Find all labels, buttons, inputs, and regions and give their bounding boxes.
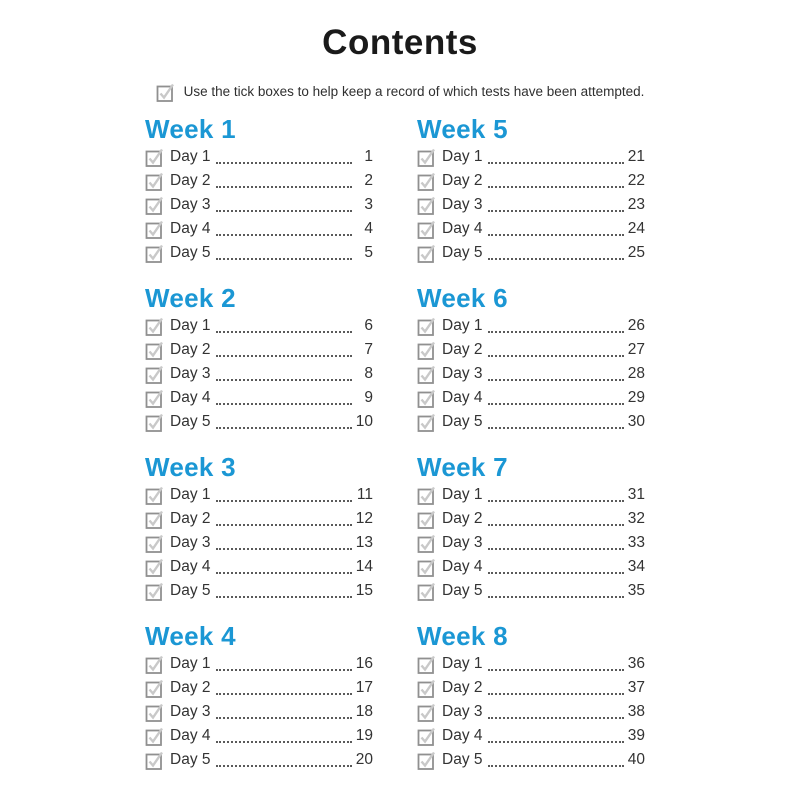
day-label: Day 2	[170, 678, 211, 696]
day-label: Day 1	[170, 316, 211, 334]
dot-leader	[488, 210, 625, 212]
dot-leader	[488, 717, 625, 719]
page-title: Contents	[322, 23, 478, 62]
page-number: 20	[355, 750, 373, 768]
dot-leader	[488, 427, 625, 429]
dot-leader	[216, 186, 353, 188]
dot-leader	[488, 524, 625, 526]
day-label: Day 5	[442, 243, 483, 261]
page-number: 4	[364, 219, 373, 237]
ticked-checkbox-icon[interactable]	[417, 703, 437, 723]
page-number: 28	[627, 364, 645, 382]
day-label: Day 3	[170, 364, 211, 382]
day-row	[145, 386, 373, 410]
ticked-checkbox-icon[interactable]	[145, 413, 165, 433]
page-number: 27	[627, 340, 645, 358]
week-section	[145, 622, 373, 772]
ticked-checkbox-icon[interactable]	[417, 365, 437, 385]
dot-leader	[216, 717, 353, 719]
day-label: Day 4	[442, 726, 483, 744]
page-number: 35	[627, 581, 645, 599]
day-row	[145, 338, 373, 362]
day-label: Day 2	[442, 678, 483, 696]
page-number: 12	[355, 509, 373, 527]
dot-leader	[488, 548, 625, 550]
page-number: 21	[627, 147, 645, 165]
day-label: Day 1	[442, 316, 483, 334]
day-row	[145, 676, 373, 700]
page-number: 30	[627, 412, 645, 430]
day-label: Day 2	[442, 509, 483, 527]
ticked-checkbox-icon[interactable]	[417, 510, 437, 530]
week-title: Week 5	[417, 113, 508, 144]
dot-leader	[216, 234, 353, 236]
ticked-checkbox-icon[interactable]	[417, 679, 437, 699]
day-row	[145, 362, 373, 386]
week-title: Week 4	[145, 620, 236, 651]
day-label: Day 4	[170, 219, 211, 237]
day-row	[145, 410, 373, 434]
page-number: 6	[364, 316, 373, 334]
page-number: 38	[627, 702, 645, 720]
day-row	[417, 507, 645, 531]
ticked-checkbox-icon[interactable]	[145, 244, 165, 264]
page-number: 24	[627, 219, 645, 237]
dot-leader	[216, 379, 353, 381]
day-row	[145, 748, 373, 772]
day-label: Day 1	[170, 654, 211, 672]
page-number: 3	[364, 195, 373, 213]
ticked-checkbox-icon[interactable]	[145, 727, 165, 747]
dot-leader	[216, 572, 353, 574]
day-label: Day 4	[170, 557, 211, 575]
day-row	[417, 555, 645, 579]
ticked-checkbox-icon[interactable]	[145, 510, 165, 530]
page-number: 1	[364, 147, 373, 165]
page-number: 23	[627, 195, 645, 213]
page-number: 7	[364, 340, 373, 358]
ticked-checkbox-icon[interactable]	[417, 317, 437, 337]
day-label: Day 2	[170, 171, 211, 189]
day-row	[145, 241, 373, 265]
day-row	[417, 193, 645, 217]
day-label: Day 3	[442, 364, 483, 382]
day-row	[145, 724, 373, 748]
day-row	[417, 169, 645, 193]
ticked-checkbox-icon[interactable]	[145, 751, 165, 771]
day-label: Day 4	[442, 219, 483, 237]
day-row	[417, 410, 645, 434]
dot-leader	[488, 572, 625, 574]
day-label: Day 3	[170, 195, 211, 213]
ticked-checkbox-icon[interactable]	[145, 389, 165, 409]
page-number: 18	[355, 702, 373, 720]
weeks-grid	[145, 115, 655, 772]
week-title: Week 1	[145, 113, 236, 144]
dot-leader	[216, 258, 353, 260]
page-number: 11	[356, 485, 373, 503]
ticked-checkbox-icon[interactable]	[417, 534, 437, 554]
dot-leader	[488, 258, 625, 260]
day-row	[417, 676, 645, 700]
day-row	[145, 700, 373, 724]
ticked-checkbox-icon[interactable]	[417, 389, 437, 409]
page-number: 10	[355, 412, 373, 430]
day-label: Day 2	[170, 509, 211, 527]
day-label: Day 3	[170, 702, 211, 720]
dot-leader	[488, 403, 625, 405]
day-label: Day 4	[442, 557, 483, 575]
ticked-checkbox-icon[interactable]	[145, 703, 165, 723]
day-row	[417, 724, 645, 748]
day-row	[417, 145, 645, 169]
dot-leader	[488, 355, 625, 357]
day-label: Day 5	[442, 750, 483, 768]
week-title: Week 6	[417, 282, 508, 313]
day-row	[417, 748, 645, 772]
dot-leader	[488, 500, 625, 502]
day-row	[417, 531, 645, 555]
ticked-checkbox-icon[interactable]	[417, 655, 437, 675]
page-number: 29	[627, 388, 645, 406]
ticked-checkbox-icon[interactable]	[145, 172, 165, 192]
dot-leader	[488, 693, 625, 695]
day-label: Day 5	[170, 581, 211, 599]
dot-leader	[216, 596, 353, 598]
day-row	[417, 579, 645, 603]
day-label: Day 3	[442, 195, 483, 213]
dot-leader	[216, 524, 353, 526]
page-number: 14	[355, 557, 373, 575]
ticked-checkbox-icon[interactable]	[417, 751, 437, 771]
week-title: Week 7	[417, 451, 508, 482]
day-row	[145, 217, 373, 241]
ticked-checkbox-icon[interactable]	[145, 558, 165, 578]
dot-leader	[216, 162, 353, 164]
ticked-checkbox-icon[interactable]	[145, 486, 165, 506]
dot-leader	[488, 379, 625, 381]
page-number: 40	[627, 750, 645, 768]
day-row	[417, 700, 645, 724]
day-row	[145, 483, 373, 507]
dot-leader	[216, 693, 353, 695]
ticked-checkbox-icon[interactable]	[145, 534, 165, 554]
day-row	[417, 362, 645, 386]
day-label: Day 5	[442, 581, 483, 599]
day-label: Day 2	[442, 340, 483, 358]
page-number: 19	[355, 726, 373, 744]
day-row	[145, 145, 373, 169]
page-number: 25	[627, 243, 645, 261]
week-section	[145, 115, 373, 265]
week-section	[417, 622, 645, 772]
ticked-checkbox-icon[interactable]	[145, 655, 165, 675]
page-number: 39	[627, 726, 645, 744]
dot-leader	[216, 548, 353, 550]
dot-leader	[216, 500, 353, 502]
dot-leader	[216, 427, 353, 429]
day-label: Day 1	[442, 654, 483, 672]
ticked-checkbox-icon[interactable]	[417, 558, 437, 578]
week-section	[417, 284, 645, 434]
dot-leader	[488, 741, 625, 743]
day-label: Day 3	[442, 702, 483, 720]
dot-leader	[216, 210, 353, 212]
day-label: Day 1	[442, 147, 483, 165]
day-label: Day 5	[170, 243, 211, 261]
dot-leader	[216, 355, 353, 357]
week-title: Week 2	[145, 282, 236, 313]
page-number: 26	[627, 316, 645, 334]
ticked-checkbox-icon[interactable]	[417, 341, 437, 361]
ticked-checkbox-icon[interactable]	[417, 244, 437, 264]
ticked-checkbox-icon[interactable]	[417, 148, 437, 168]
dot-leader	[488, 669, 625, 671]
day-label: Day 3	[442, 533, 483, 551]
ticked-checkbox-icon	[156, 83, 176, 103]
dot-leader	[488, 765, 625, 767]
week-section	[417, 453, 645, 603]
dot-leader	[216, 331, 353, 333]
day-label: Day 1	[170, 147, 211, 165]
day-label: Day 2	[170, 340, 211, 358]
day-label: Day 3	[170, 533, 211, 551]
page-number: 36	[627, 654, 645, 672]
page-number: 13	[355, 533, 373, 551]
ticked-checkbox-icon[interactable]	[417, 413, 437, 433]
ticked-checkbox-icon[interactable]	[145, 341, 165, 361]
week-section	[145, 284, 373, 434]
ticked-checkbox-icon[interactable]	[145, 220, 165, 240]
dot-leader	[488, 331, 625, 333]
ticked-checkbox-icon[interactable]	[417, 727, 437, 747]
ticked-checkbox-icon[interactable]	[417, 172, 437, 192]
instruction-text: Use the tick boxes to help keep a record of which tests have been attempted.	[183, 84, 645, 99]
page-number: 8	[364, 364, 373, 382]
dot-leader	[216, 765, 353, 767]
page-number: 15	[355, 581, 373, 599]
page-number: 33	[627, 533, 645, 551]
contents-page	[145, 0, 655, 772]
ticked-checkbox-icon[interactable]	[145, 148, 165, 168]
day-row	[145, 193, 373, 217]
day-row	[417, 241, 645, 265]
dot-leader	[488, 596, 625, 598]
day-row	[145, 507, 373, 531]
page-number: 34	[627, 557, 645, 575]
dot-leader	[216, 741, 353, 743]
day-row	[145, 652, 373, 676]
day-row	[145, 314, 373, 338]
ticked-checkbox-icon[interactable]	[145, 365, 165, 385]
week-title: Week 3	[145, 451, 236, 482]
day-row	[417, 652, 645, 676]
day-label: Day 1	[170, 485, 211, 503]
day-label: Day 5	[442, 412, 483, 430]
page-number: 5	[364, 243, 373, 261]
day-label: Day 4	[170, 388, 211, 406]
dot-leader	[216, 403, 353, 405]
day-row	[145, 531, 373, 555]
ticked-checkbox-icon[interactable]	[145, 679, 165, 699]
page-number: 22	[627, 171, 645, 189]
page-number: 32	[627, 509, 645, 527]
day-label: Day 5	[170, 412, 211, 430]
ticked-checkbox-icon[interactable]	[145, 317, 165, 337]
week-section	[417, 115, 645, 265]
page-number: 16	[355, 654, 373, 672]
week-section	[145, 453, 373, 603]
page-number: 2	[364, 171, 373, 189]
day-label: Day 4	[442, 388, 483, 406]
day-label: Day 5	[170, 750, 211, 768]
ticked-checkbox-icon[interactable]	[417, 486, 437, 506]
dot-leader	[488, 162, 625, 164]
ticked-checkbox-icon[interactable]	[145, 196, 165, 216]
dot-leader	[488, 186, 625, 188]
page-number: 17	[355, 678, 373, 696]
day-row	[417, 386, 645, 410]
ticked-checkbox-icon[interactable]	[417, 196, 437, 216]
day-row	[145, 555, 373, 579]
ticked-checkbox-icon[interactable]	[417, 220, 437, 240]
dot-leader	[216, 669, 353, 671]
day-row	[417, 338, 645, 362]
instruction-row	[145, 82, 655, 102]
day-row	[417, 483, 645, 507]
day-row	[417, 217, 645, 241]
day-label: Day 1	[442, 485, 483, 503]
week-title: Week 8	[417, 620, 508, 651]
ticked-checkbox-icon[interactable]	[145, 582, 165, 602]
ticked-checkbox-icon[interactable]	[417, 582, 437, 602]
page-number: 9	[364, 388, 373, 406]
dot-leader	[488, 234, 625, 236]
day-row	[417, 314, 645, 338]
day-row	[145, 169, 373, 193]
page-number: 37	[627, 678, 645, 696]
page-number: 31	[627, 485, 645, 503]
day-row	[145, 579, 373, 603]
day-label: Day 4	[170, 726, 211, 744]
day-label: Day 2	[442, 171, 483, 189]
